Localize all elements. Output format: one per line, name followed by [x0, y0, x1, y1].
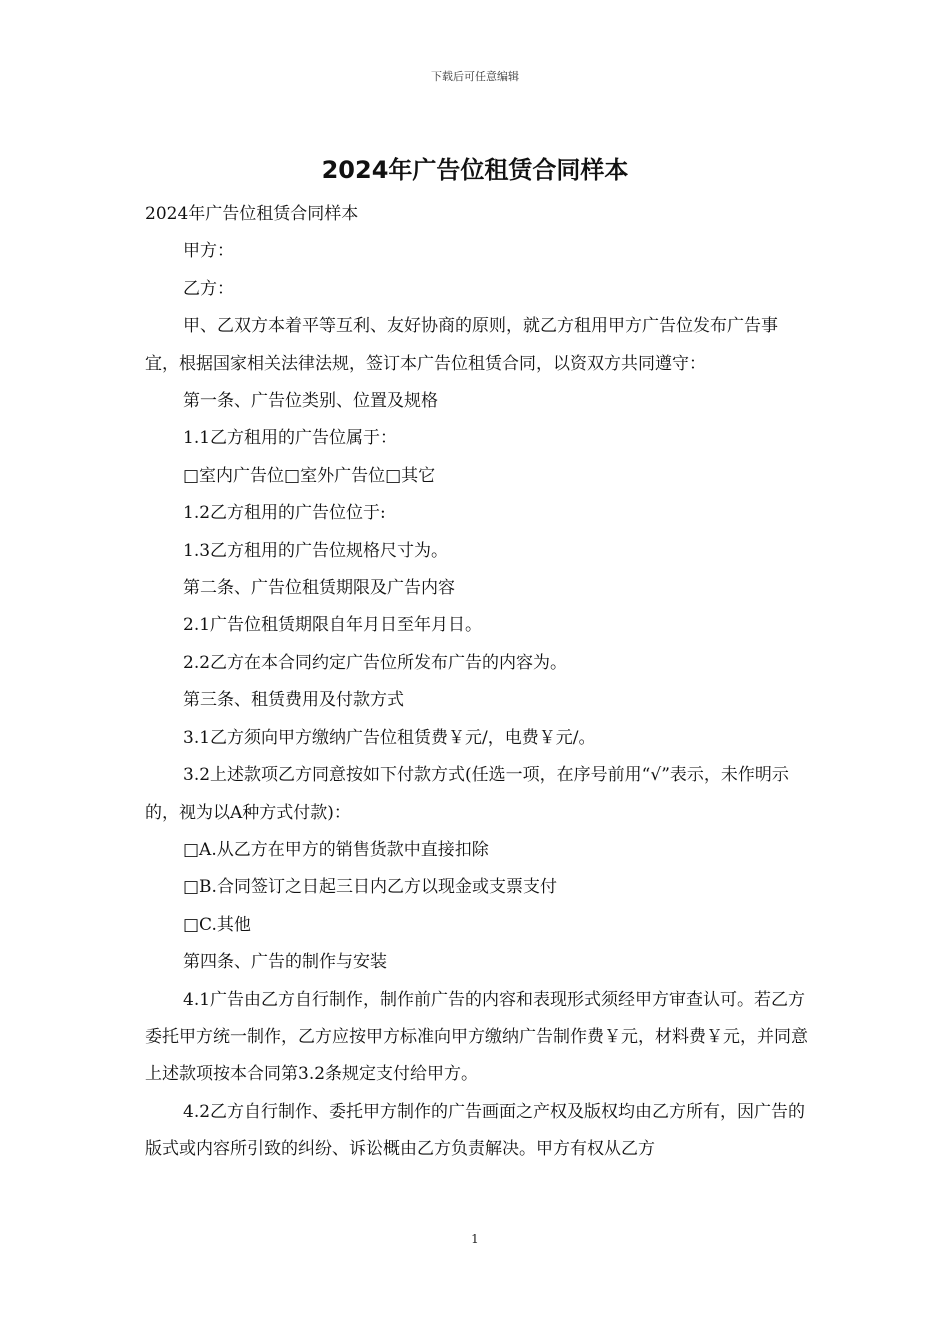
paragraph: 4.1广告由乙方自行制作，制作前广告的内容和表现形式须经甲方审查认可。若乙方委托甲方统一制作，乙方应按甲方标准向甲方缴纳广告制作费￥元，材料费￥元，并同意上述款项按本合同第3.2条规定支付给甲方。 [145, 989, 808, 1085]
document-body [145, 196, 810, 1169]
paragraph: 2.2乙方在本合同约定广告位所发布广告的内容为。 [183, 652, 568, 673]
header-note: 下载后可任意编辑 [431, 70, 519, 83]
page-number: 1 [471, 1232, 479, 1246]
paragraph: 乙方： [183, 278, 234, 299]
paragraph: 甲方： [183, 241, 234, 262]
paragraph: 2.1广告位租赁期限自年月日至年月日。 [183, 615, 483, 636]
paragraph: 第一条、广告位类别、位置及规格 [183, 391, 438, 412]
paragraph: 甲、乙双方本着平等互利、友好协商的原则，就乙方租用甲方广告位发布广告事宜，根据国家相关法律法规，签订本广告位租赁合同，以资双方共同遵守： [145, 316, 778, 374]
paragraph: □A.从乙方在甲方的销售货款中直接扣除 [183, 839, 489, 860]
paragraph: 第四条、广告的制作与安装 [183, 952, 387, 973]
paragraph: 1.3乙方租用的广告位规格尺寸为。 [183, 540, 449, 561]
paragraph: □B.合同签订之日起三日内乙方以现金或支票支付 [183, 877, 557, 898]
paragraph: □C.其他 [183, 914, 251, 935]
paragraph: 1.2乙方租用的广告位位于: [183, 503, 386, 524]
paragraph: 4.2乙方自行制作、委托甲方制作的广告画面之产权及版权均由乙方所有，因广告的版式或内容所引致的纠纷、诉讼概由乙方负责解决。甲方有权从乙方 [145, 1101, 806, 1160]
paragraph: 第二条、广告位租赁期限及广告内容 [183, 578, 455, 599]
paragraph: 3.2上述款项乙方同意按如下付款方式(任选一项，在序号前用“√”表示，未作明示的，视为以A种方式付款)： [145, 765, 789, 823]
paragraph: 第三条、租赁费用及付款方式 [183, 690, 404, 711]
paragraph: 3.1乙方须向甲方缴纳广告位租赁费￥元/，电费￥元/。 [183, 727, 596, 748]
paragraph: 1.1乙方租用的广告位属于： [183, 428, 398, 449]
paragraph: 2024年广告位租赁合同样本 [145, 204, 359, 224]
paragraph: □室内广告位□室外广告位□其它 [183, 465, 436, 486]
document-title: 2024年广告位租赁合同样本 [321, 156, 629, 184]
